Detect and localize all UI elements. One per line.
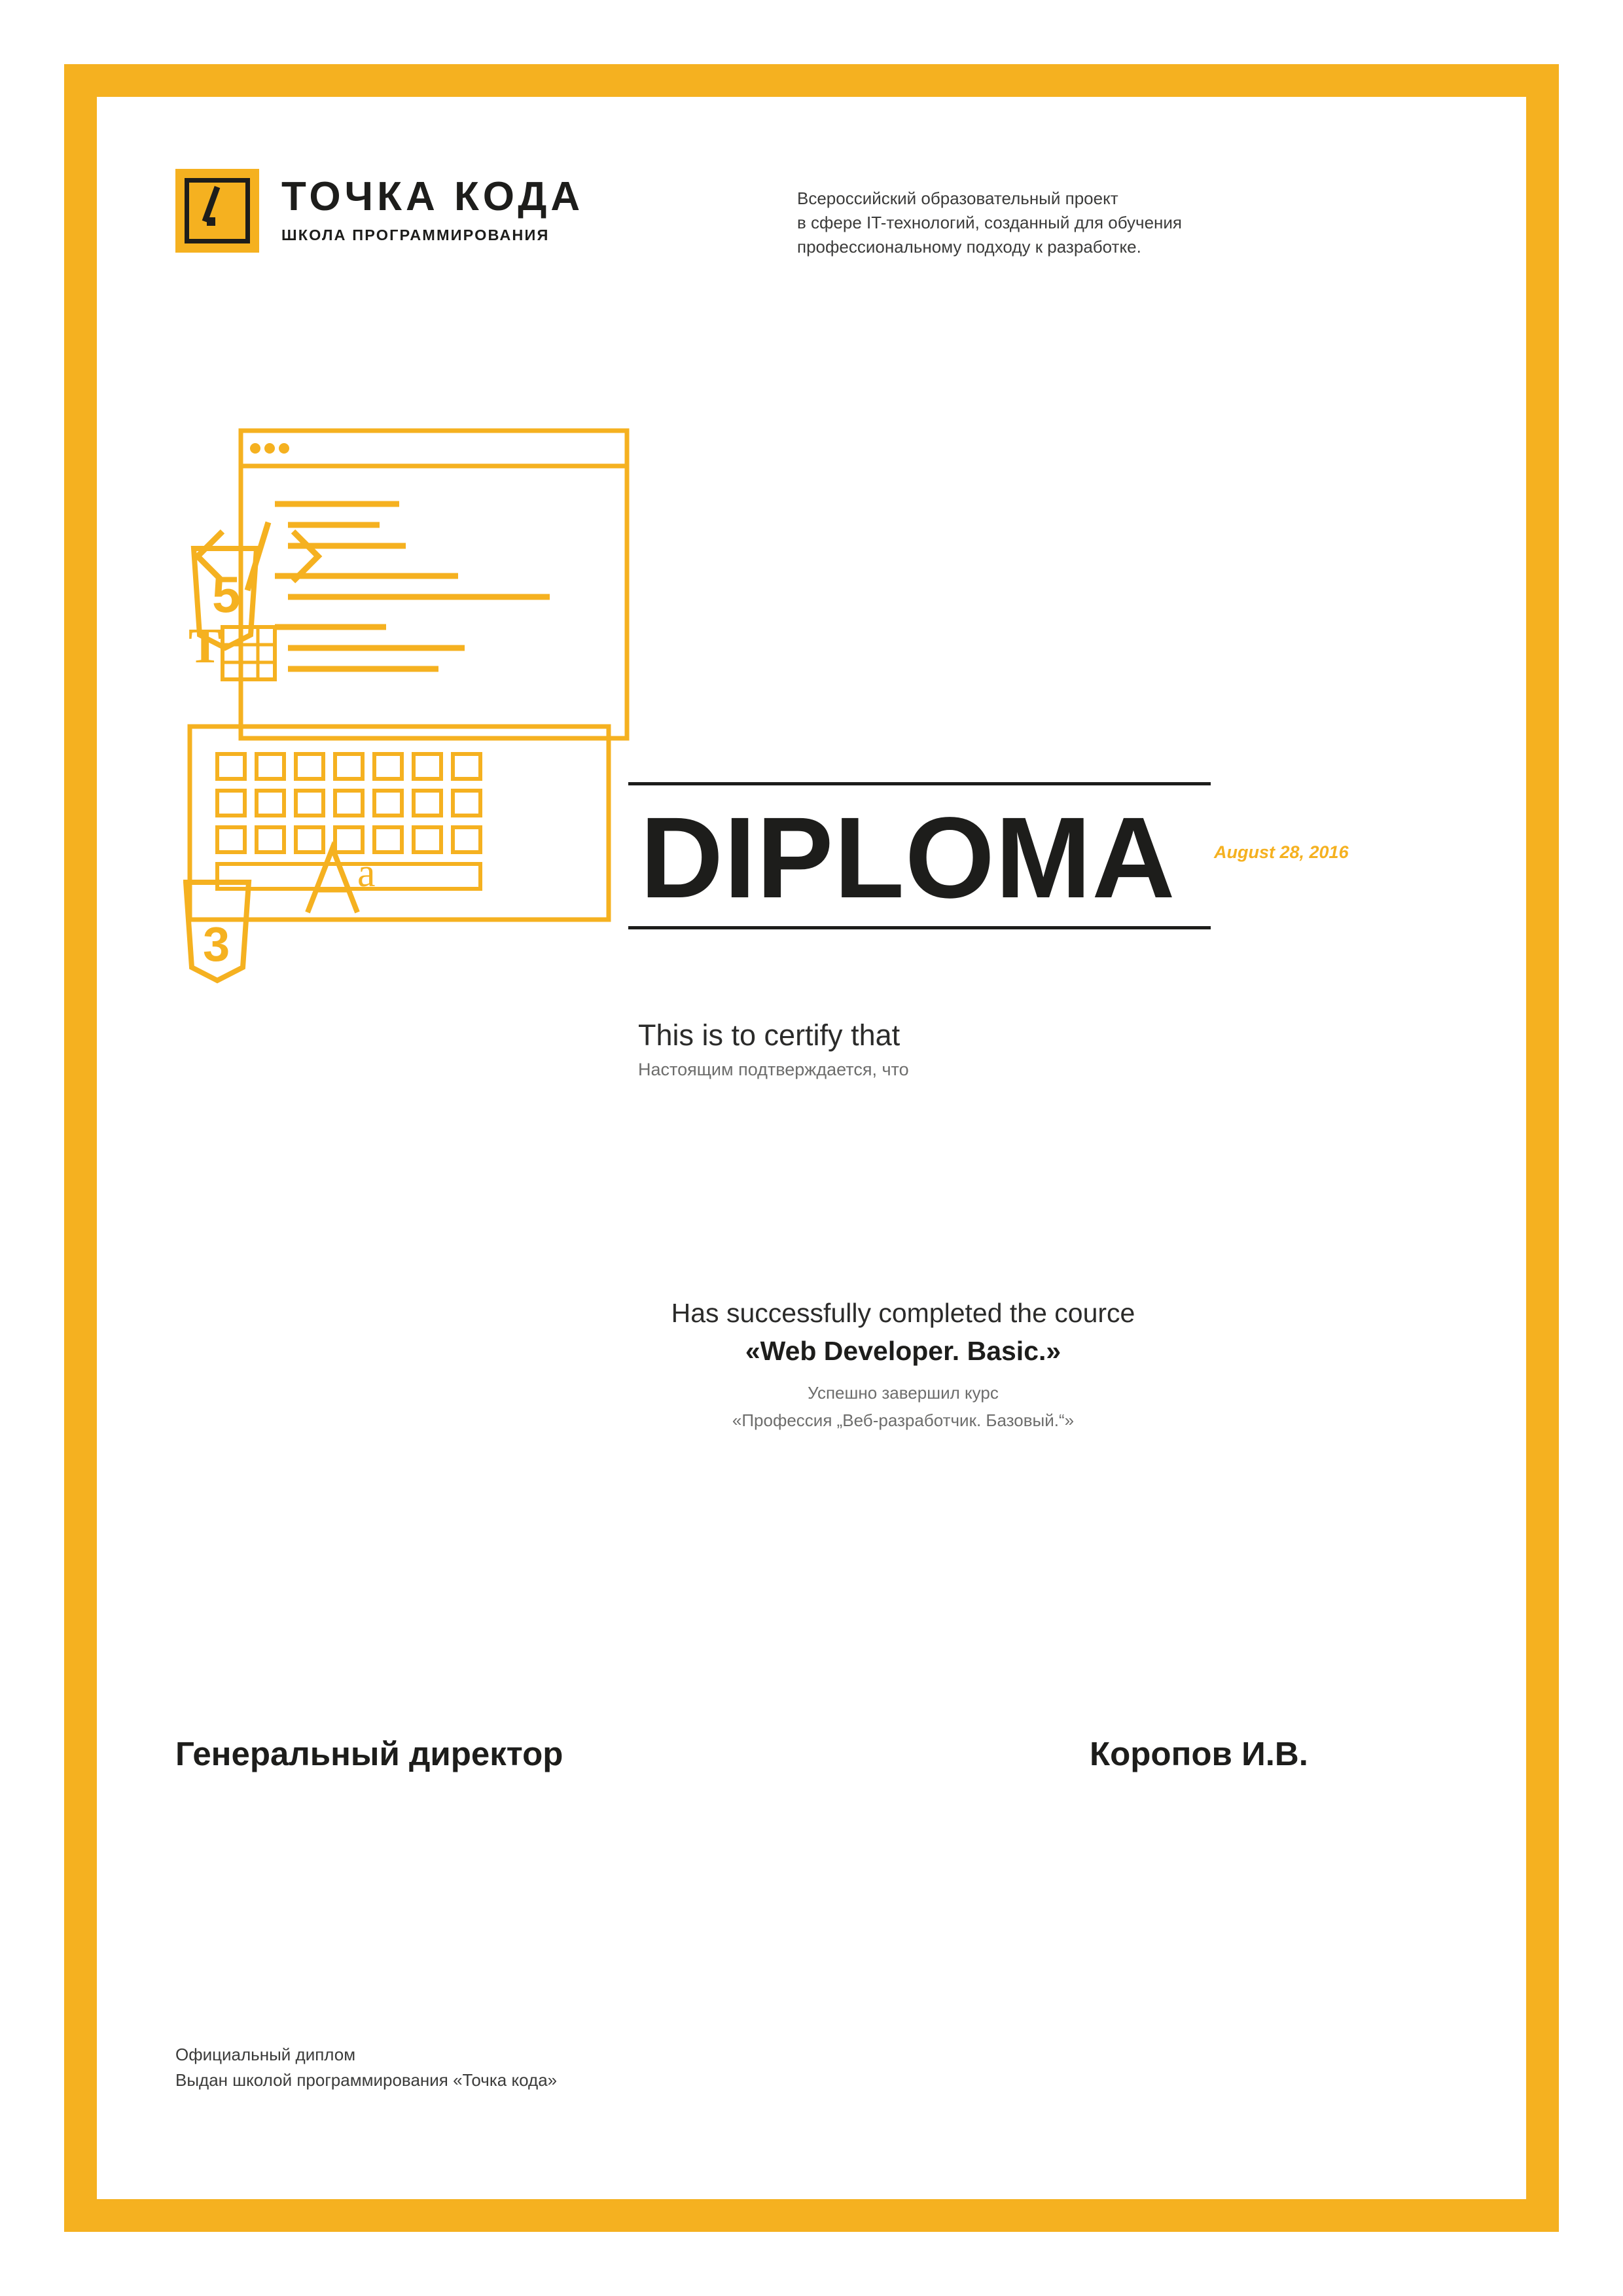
svg-text:T: T <box>188 619 222 673</box>
footer-line-2: Выдан школой программирования «Точка кода» <box>175 2070 558 2090</box>
brand-name: ТОЧКА КОДА <box>281 174 584 219</box>
project-description <box>797 187 1412 259</box>
code-slash-square-icon <box>175 169 259 253</box>
diploma-title-block <box>628 782 1217 929</box>
project-description-line-1: Всероссийский образовательный проект <box>797 188 1118 208</box>
footer-note <box>175 2042 557 2093</box>
signer-name: Коропов И.В. <box>1090 1735 1308 1772</box>
certify-text-english: This is to certify that <box>638 1018 901 1052</box>
course-block <box>366 1296 1440 1433</box>
certificate-border-inner <box>97 97 1526 2199</box>
brand-logo <box>175 169 584 253</box>
brand-logo-text <box>281 169 584 244</box>
project-description-line-2: в сфере IT-технологий, созданный для обучения <box>797 212 1182 232</box>
code-editor-keyboard-illustration <box>183 419 877 1060</box>
course-lead-english: Has successfully completed the cource <box>671 1298 1135 1328</box>
svg-text:a: a <box>357 851 376 895</box>
course-title-english: «Web Developer. Basic.» <box>745 1336 1061 1367</box>
course-title-russian: «Профессия „Веб-разработчик. Базовый.“» <box>732 1410 1075 1430</box>
project-description-line-3: профессиональному подходу к разработке. <box>797 236 1141 257</box>
brand-tagline: ШКОЛА ПРОГРАММИРОВАНИЯ <box>281 226 550 243</box>
footer-line-1: Официальный диплом <box>175 2045 356 2064</box>
certify-text-russian: Настоящим подтверждается, что <box>638 1060 909 1079</box>
issue-date: August 28, 2016 <box>1214 842 1349 862</box>
svg-text:3: 3 <box>203 917 230 971</box>
diploma-rule-top <box>628 782 1211 785</box>
diploma-rule-bottom <box>628 926 1211 929</box>
signer-position: Генеральный директор <box>175 1735 563 1772</box>
svg-text:5: 5 <box>212 565 241 623</box>
certify-block <box>638 1018 1423 1080</box>
course-lead-russian: Успешно завершил курс <box>808 1383 999 1403</box>
diploma-title: DIPLOMA <box>640 794 1176 922</box>
